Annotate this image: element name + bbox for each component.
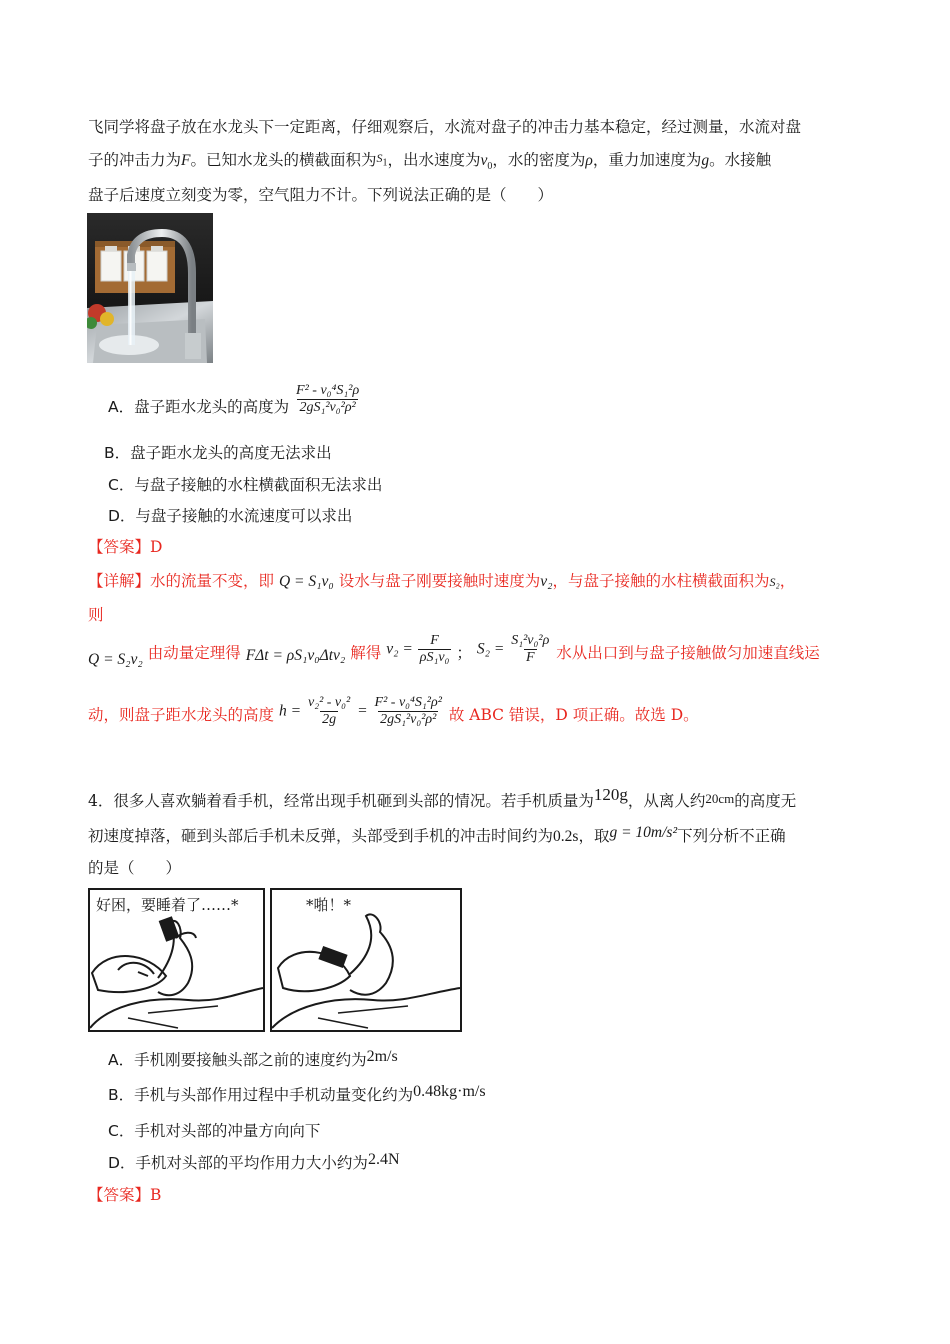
detail-text: 动，则盘子距水龙头的高度 bbox=[88, 705, 275, 724]
time-value: 0.2s bbox=[553, 828, 579, 845]
force-symbol: F bbox=[181, 152, 191, 169]
q3-detail-line2: 则 bbox=[88, 606, 104, 624]
q4-text: ，取 bbox=[578, 827, 610, 845]
detail-text: ， bbox=[779, 572, 796, 590]
s2-symbol: S₂ bbox=[769, 575, 780, 589]
detail-text: 设水与盘子刚要接触时速度为 bbox=[338, 572, 541, 590]
q4-answer: 【答案】B bbox=[88, 1186, 162, 1204]
option-a-label: A．手机刚要接触头部之前的速度约为 bbox=[108, 1051, 367, 1069]
option-d-value: 2.4N bbox=[367, 1151, 400, 1168]
q3-text: ，重力加速度为 bbox=[592, 151, 702, 169]
detail-text: 由动量定理得 bbox=[147, 643, 241, 662]
velocity-symbol: $v_0$ bbox=[480, 152, 493, 173]
height-formula-2 bbox=[373, 695, 444, 728]
q3-option-d[interactable]: D．与盘子接触的水流速度可以求出 bbox=[108, 507, 353, 525]
option-a-label: A．盘子距水龙头的高度为 bbox=[108, 398, 290, 417]
q3-answer: 【答案】D bbox=[88, 538, 163, 556]
formula-denominator: ρS₁v₀ bbox=[419, 650, 450, 666]
height-formula-1 bbox=[306, 695, 352, 728]
option-b-label: B．手机与头部作用过程中手机动量变化约为 bbox=[108, 1086, 414, 1104]
formula-denominator: 2gS₁²v₀²ρ² bbox=[380, 712, 437, 728]
q4-text: 的高度无 bbox=[734, 792, 797, 810]
option-a-formula bbox=[294, 383, 361, 416]
q3-text: 。已知水龙头的横截面积为 bbox=[190, 151, 377, 169]
gravity-symbol: g bbox=[701, 152, 710, 169]
q4-option-b[interactable] bbox=[108, 1083, 486, 1105]
v2-symbol: v₂ = bbox=[386, 640, 413, 658]
mass-value: 120g bbox=[593, 785, 628, 804]
q3-stem-line1: 飞同学将盘子放在水龙头下一定距离，仔细观察后，水流对盘子的冲击力基本稳定，经过测量，水流对盘 bbox=[88, 118, 802, 136]
gravity-value: g = 10m/s² bbox=[609, 824, 678, 841]
option-a-value: 2m/s bbox=[366, 1048, 398, 1065]
s2-symbol: S₂ = bbox=[476, 640, 505, 658]
detail-text: 水从出口到与盘子接触做匀加速直线运 bbox=[556, 643, 820, 662]
q3-detail-line1 bbox=[88, 569, 795, 591]
height-value: 20cm bbox=[705, 791, 735, 806]
flow-equation-2: Q = S₂v₂ bbox=[88, 650, 143, 668]
formula-numerator: F² - v₀⁴S₁²ρ bbox=[296, 383, 360, 398]
detail-text: 解得 bbox=[350, 643, 382, 662]
formula-numerator: v₂² - v₀² bbox=[307, 695, 351, 710]
flow-equation: Q = S₁v₀ bbox=[278, 573, 334, 590]
faucet-photo bbox=[87, 213, 213, 363]
q3-text: ，出水速度为 bbox=[387, 151, 481, 169]
comic-left-caption: 好困，要睡着了……* bbox=[96, 896, 239, 914]
detail-label: 【详解】 bbox=[88, 572, 151, 590]
detail-text: 故 ABC 错误，D 项正确。故选 D。 bbox=[448, 705, 699, 724]
s2-formula bbox=[509, 633, 551, 666]
formula-denominator: 2gS₁²v₀²ρ² bbox=[299, 400, 356, 416]
option-b-value: 0.48kg·m/s bbox=[413, 1083, 486, 1100]
formula-numerator: S₁²v₀²ρ bbox=[511, 633, 550, 648]
q3-detail-line4: 动，则盘子距水龙头的高度 h = $\frac{\text{v₂² - v₀²}}{2g}$ = $\frac{\text{F² - v₀⁴S₁²ρ²}}{\text{2gS₁²v₀²ρ²}}$ 故 ABC 错误，D 项正确。故选 D。 bbox=[88, 695, 699, 728]
q4-text: 下列分析不正确 bbox=[677, 827, 786, 845]
q3-option-c[interactable]: C．与盘子接触的水柱横截面积无法求出 bbox=[108, 476, 383, 494]
q3-text: 。水接触 bbox=[709, 151, 772, 169]
comic-right-caption: *啪！* bbox=[306, 896, 352, 914]
q3-text: ，水的密度为 bbox=[492, 151, 586, 169]
formula-numerator: F bbox=[430, 633, 439, 648]
height-symbol: h = bbox=[278, 702, 302, 720]
q4-option-d[interactable] bbox=[108, 1151, 400, 1173]
detail-text: ，与盘子接触的水柱横截面积为 bbox=[552, 572, 770, 590]
formula-numerator: F² - v₀⁴S₁²ρ² bbox=[374, 695, 442, 710]
q3-detail-line3: Q = S₂v₂ 由动量定理得 FΔt = ρS₁v₀Δtv₂ 解得 v₂ = $\frac{F}{\text{ρS₁v₀}}$ ； S₂ = $\frac{\text{S₁²v₀²ρ}}{F}$ 水从出口到与盘子接触做匀加速直线运 bbox=[88, 633, 820, 668]
q4-option-c[interactable]: C．手机对头部的冲量方向向下 bbox=[108, 1122, 321, 1140]
q3-stem-line3: 盘子后速度立刻变为零，空气阻力不计。下列说法正确的是（ ） bbox=[88, 186, 554, 204]
momentum-equation: FΔt = ρS₁v₀Δtv₂ bbox=[245, 646, 346, 664]
detail-text: 水的流量不变，即 bbox=[150, 572, 275, 590]
q3-stem-line2 bbox=[88, 148, 771, 172]
v2-symbol: v₂ bbox=[540, 573, 553, 590]
q4-text: 初速度掉落，砸到头部后手机未反弹，头部受到手机的冲击时间约为 bbox=[88, 827, 554, 845]
density-symbol: ρ bbox=[585, 152, 593, 169]
q3-text: 子的冲击力为 bbox=[88, 151, 182, 169]
v2-formula bbox=[418, 633, 452, 666]
option-d-label: D．手机对头部的平均作用力大小约为 bbox=[108, 1154, 368, 1172]
q4-stem-line1 bbox=[88, 785, 797, 811]
q3-option-b[interactable]: B．盘子距水龙头的高度无法求出 bbox=[104, 444, 332, 462]
q4-stem-line2 bbox=[88, 824, 786, 846]
q3-option-a[interactable] bbox=[108, 383, 361, 416]
q4-text: ，从离人约 bbox=[627, 792, 706, 810]
phone-comic bbox=[88, 888, 463, 1033]
q4-stem-line3: 的是（ ） bbox=[88, 859, 182, 877]
q4-text: 4．很多人喜欢躺着看手机，经常出现手机砸到头部的情况。若手机质量为 bbox=[88, 792, 594, 810]
formula-denominator: F bbox=[525, 650, 535, 666]
formula-denominator: 2g bbox=[322, 712, 337, 728]
q4-option-a[interactable] bbox=[108, 1048, 398, 1070]
area-symbol: $S_1$ bbox=[376, 151, 388, 169]
